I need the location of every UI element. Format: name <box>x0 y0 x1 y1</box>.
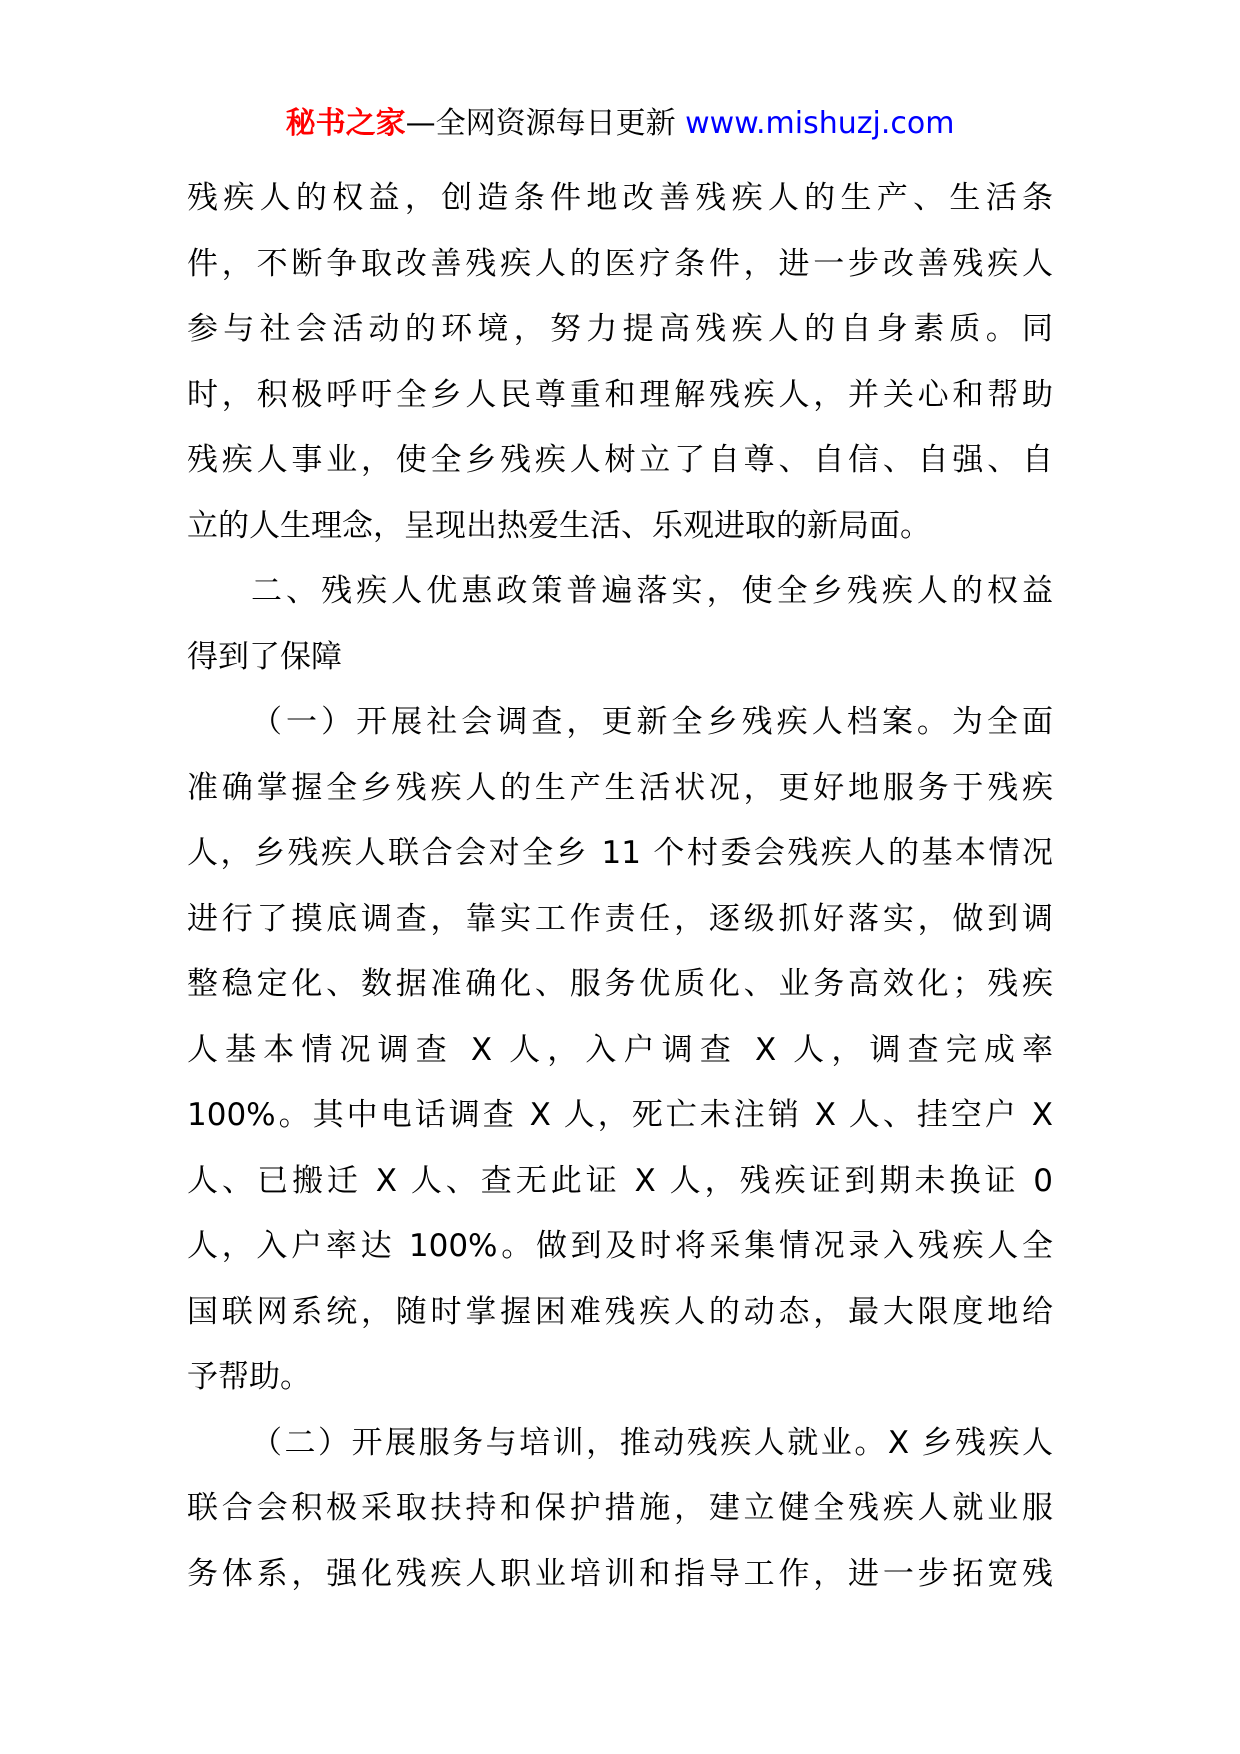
site-header <box>0 104 1240 144</box>
paragraph-start-line: （一）开展社会调查，更新全乡残疾人档案。为全面 <box>251 704 1053 740</box>
text-line: 联合会积极采取扶持和保护措施，建立健全残疾人就业服 <box>187 1490 1053 1526</box>
text-line: 予帮助。 <box>187 1359 311 1395</box>
text-line: 人、已搬迁 X 人、查无此证 X 人，残疾证到期未换证 0 <box>187 1162 1053 1199</box>
text-line: 人，入户率达 100%。做到及时将采集情况录入残疾人全 <box>187 1228 1053 1264</box>
section-heading-line: 二、残疾人优惠政策普遍落实，使全乡残疾人的权益 <box>251 573 1053 609</box>
header-tagline: —全网资源每日更新 <box>405 106 686 141</box>
text-line: 人，乡残疾人联合会对全乡 11 个村委会残疾人的基本情况 <box>187 835 1053 871</box>
text-line: 立的人生理念，呈现出热爱生活、乐观进取的新局面。 <box>187 507 931 544</box>
site-url-link[interactable]: www.mishuzj.com <box>685 106 955 141</box>
text-line: 人基本情况调查 X 人，入户调查 X 人，调查完成率 <box>187 1031 1053 1068</box>
text-line: 残疾人事业，使全乡残疾人树立了自尊、自信、自强、自 <box>187 442 1053 478</box>
text-line: 准确掌握全乡残疾人的生产生活状况，更好地服务于残疾 <box>187 769 1053 806</box>
section-heading-line: 得到了保障 <box>187 638 342 675</box>
text-line: 务体系，强化残疾人职业培训和指导工作，进一步拓宽残 <box>187 1555 1053 1592</box>
text-line: 国联网系统，随时掌握困难残疾人的动态，最大限度地给 <box>187 1293 1053 1330</box>
document-body <box>187 166 1053 1607</box>
text-line: 时，积极呼吁全乡人民尊重和理解残疾人，并关心和帮助 <box>187 376 1053 413</box>
text-line: 进行了摸底调查，靠实工作责任，逐级抓好落实，做到调 <box>187 900 1053 937</box>
text-line: 100%。其中电话调查 X 人，死亡未注销 X 人、挂空户 X <box>187 1097 1053 1133</box>
text-line: 残疾人的权益，创造条件地改善残疾人的生产、生活条 <box>187 180 1053 216</box>
paragraph-start-line: （二）开展服务与培训，推动残疾人就业。X 乡残疾人 <box>251 1424 1053 1461</box>
text-line: 件，不断争取改善残疾人的医疗条件，进一步改善残疾人 <box>187 245 1053 282</box>
brand-name: 秘书之家 <box>285 106 406 141</box>
text-line: 整稳定化、数据准确化、服务优质化、业务高效化；残疾 <box>187 966 1053 1002</box>
text-line: 参与社会活动的环境，努力提高残疾人的自身素质。同 <box>187 311 1053 347</box>
